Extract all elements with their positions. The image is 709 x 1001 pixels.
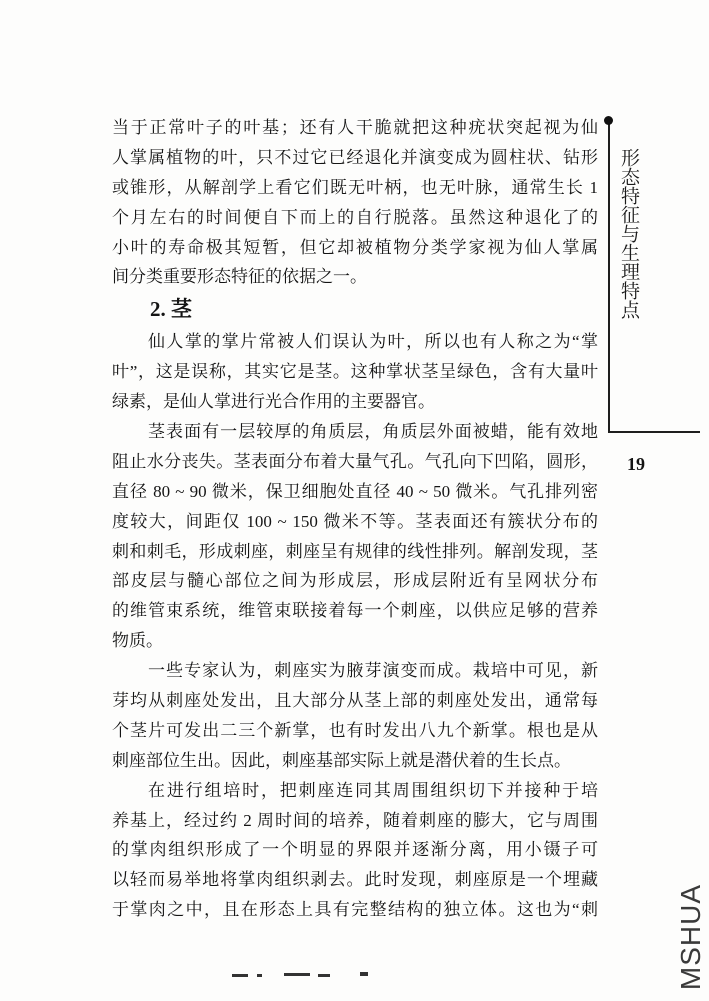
text-line: 仙人掌的掌片常被人们误认为叶，所以也有人称之为“掌 bbox=[148, 332, 598, 352]
text-line: 小叶的寿命极其短暂，但它却被植物分类学家视为仙人掌属 bbox=[112, 237, 598, 257]
paragraph bbox=[112, 417, 598, 656]
text-line: 个月左右的时间便自下而上的自行脱落。虽然这种退化了的 bbox=[112, 207, 598, 227]
margin-rule-horizontal bbox=[608, 431, 700, 433]
text-line: 人掌属植物的叶，只不过它已经退化并演变成为圆柱状、钻形 bbox=[112, 147, 598, 167]
watermark: MSHUA bbox=[675, 884, 706, 991]
chapter-title-vertical: 形态特征与生理特点 bbox=[618, 148, 640, 319]
text-line: 一些专家认为，刺座实为腋芽演变而成。栽培中可见，新 bbox=[148, 661, 598, 681]
text-line: 当于正常叶子的叶基；还有人干脆就把这种疣状突起视为仙 bbox=[112, 118, 598, 137]
text-line: 物质。 bbox=[112, 631, 163, 651]
text-line: 阻止水分丧失。茎表面分布着大量气孔。气孔向下凹陷，圆形， bbox=[112, 451, 598, 471]
paragraph bbox=[112, 776, 598, 925]
body-text-column bbox=[112, 113, 598, 925]
text-line: 刺座部位生出。因此，刺座基部实际上就是潜伏着的生长点。 bbox=[112, 750, 571, 770]
text-line: 的掌肉组织形成了一个明显的界限并逐渐分离，用小镊子可 bbox=[112, 840, 598, 860]
paragraph bbox=[112, 656, 598, 776]
text-line: 养基上，经过约 2 周时间的培养，随着刺座的膨大，它与周围 bbox=[112, 810, 598, 830]
section-heading: 2. 茎 bbox=[150, 297, 192, 322]
paragraph bbox=[112, 113, 598, 292]
scan-artifact bbox=[360, 972, 368, 976]
scan-artifact bbox=[257, 974, 262, 977]
scan-artifact bbox=[232, 974, 248, 977]
text-line: 绿素，是仙人掌进行光合作用的主要器官。 bbox=[112, 392, 435, 412]
text-line: 部皮层与髓心部位之间为形成层，形成层附近有呈网状分布 bbox=[112, 571, 598, 591]
paragraph bbox=[112, 327, 598, 417]
text-line: 于掌肉之中，且在形态上具有完整结构的独立体。这也为“刺 bbox=[112, 900, 598, 920]
text-line: 刺和刺毛，形成刺座，刺座呈有规律的线性排列。解剖发现，茎 bbox=[112, 541, 598, 561]
text-line: 的维管束系统，维管束联接着每一个刺座，以供应足够的营养 bbox=[112, 601, 598, 621]
text-line: 叶”，这是误称，其实它是茎。这种掌状茎呈绿色，含有大量叶 bbox=[112, 362, 598, 382]
text-line: 个茎片可发出二三个新掌，也有时发出八九个新掌。根也是从 bbox=[112, 720, 598, 740]
text-line: 直径 80 ~ 90 微米，保卫细胞处直径 40 ~ 50 微米。气孔排列密 bbox=[112, 481, 598, 501]
margin-rule-vertical bbox=[608, 120, 610, 432]
text-line: 度较大，间距仅 100 ~ 150 微米不等。茎表面还有簇状分布的 bbox=[112, 511, 598, 531]
text-line: 间分类重要形态特征的依据之一。 bbox=[112, 267, 367, 287]
text-line: 在进行组培时，把刺座连同其周围组织切下并接种于培 bbox=[148, 780, 598, 800]
text-line: 以轻而易举地将掌肉组织剥去。此时发现，刺座原是一个埋藏 bbox=[112, 870, 598, 890]
text-line: 茎表面有一层较厚的角质层，角质层外面被蜡，能有效地 bbox=[148, 422, 598, 442]
text-line: 芽均从刺座处发出，且大部分从茎上部的刺座处发出，通常每 bbox=[112, 691, 598, 711]
scan-artifact bbox=[284, 973, 310, 976]
page-number: 19 bbox=[627, 454, 645, 474]
scan-artifact bbox=[318, 974, 330, 977]
margin-rule-dot bbox=[604, 116, 613, 125]
text-line: 或锥形，从解剖学上看它们既无叶柄，也无叶脉，通常生长 1 bbox=[112, 177, 598, 197]
